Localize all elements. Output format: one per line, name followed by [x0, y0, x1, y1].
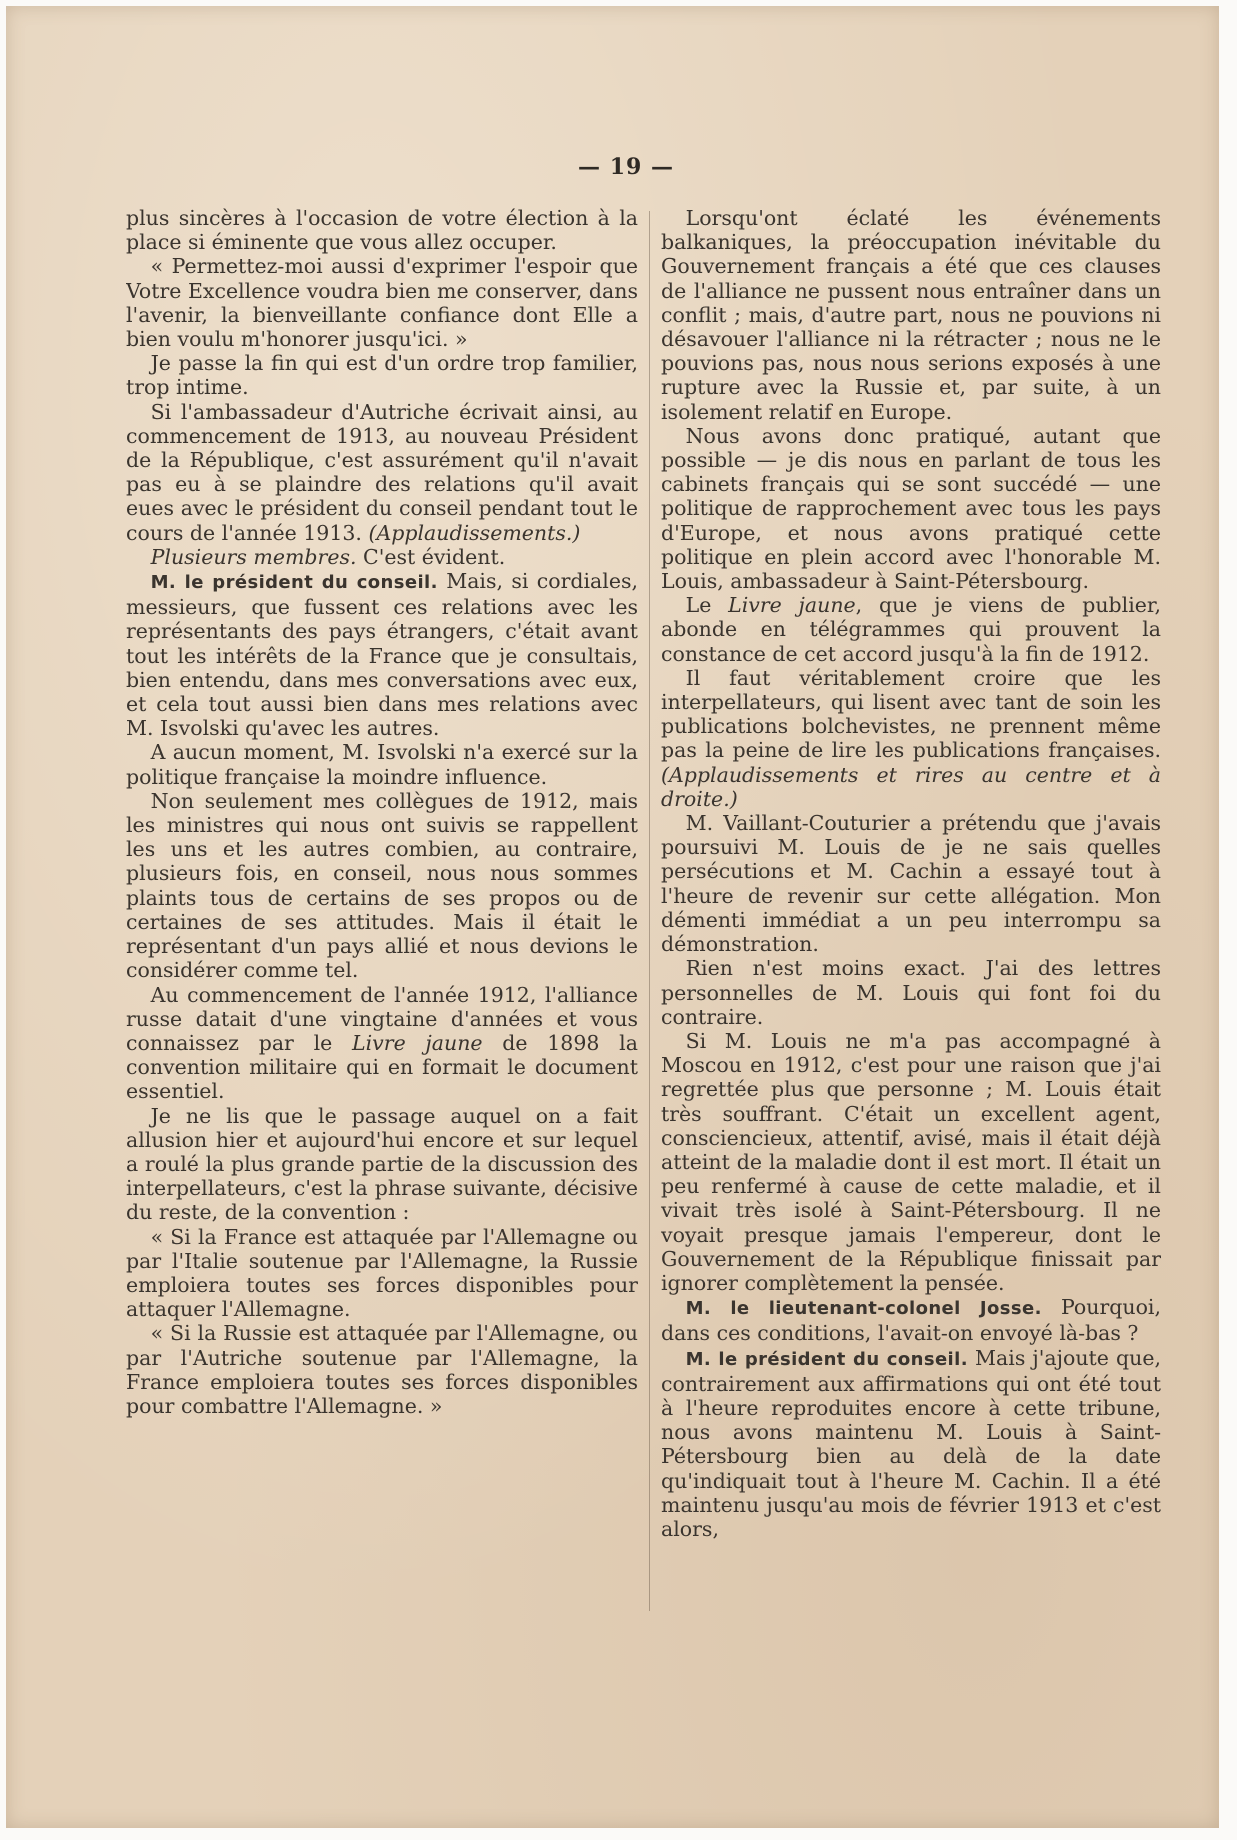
- speaker-paragraph: [126, 569, 638, 740]
- paragraph: « Permettez-moi aussi d'exprimer l'espoir que Votre Excellence voudra bien me conserver, dans l'avenir, la bienveillante confiance dont Elle a bien voulu m'honorer jusqu'ici. »: [126, 254, 638, 352]
- paragraph: Je passe la fin qui est d'un ordre trop familier, trop intime.: [126, 351, 638, 400]
- paragraph: plus sincères à l'occasion de votre élection à la place si éminente que vous allez occuper.: [126, 206, 638, 255]
- applause-note: (Applaudissements.): [368, 520, 581, 545]
- speaker-paragraph: [126, 545, 638, 569]
- paragraph: Non seulement mes collègues de 1912, mais les ministres qui nous ont suivis se rappellent les uns et les autres combien, au contraire, plusieurs fois, en conseil, nous nous sommes plaints tous de certains de ses propos ou de certaines de ses attitudes. Mais il était le représentant d'un pays allié et nous devions le considérer comme tel.: [126, 788, 638, 983]
- applause-note: (Applaudissements et rires au centre et à droite.): [661, 762, 1161, 811]
- speech-text: Mais j'ajoute que, contrairement aux affirmations qui ont été tout à l'heure reproduites encore à cette tribune, nous avons maintenu M. Louis à Saint-Pétersbourg bien au delà de la date qu'indiquait tout à l'heure M. Cachin. Il a été maintenu jusqu'au mois de février 1913 et c'est alors,: [661, 1345, 1161, 1541]
- paragraph: [126, 400, 638, 545]
- paragraph-text: Si l'ambassadeur d'Autriche écrivait ainsi, au commencement de 1913, au nouveau Président de la République, c'est assurément qu'il n'avait pas eu à se plaindre des relations qu'il avait eues avec le président du conseil pendant tout le cours de l'année 1913.: [126, 399, 638, 545]
- speech-text: Pourquoi, dans ces conditions, l'avait-on envoyé là-bas ?: [661, 1295, 1161, 1346]
- left-column: [126, 206, 638, 1656]
- speaker-name: M. le lieutenant-colonel Josse.: [685, 1298, 1042, 1320]
- paragraph: M. Vaillant-Couturier a prétendu que j'avais poursuivi M. Louis de je ne sais quelles persécutions et M. Cachin a essayé tout à l'heure de revenir sur cette allégation. Mon démenti immédiat a un peu interrompu sa démonstration.: [661, 811, 1161, 957]
- right-column: [661, 206, 1161, 1656]
- paragraph-text: , que je viens de publier, abonde en télégrammes qui prouvent la constance de cet accord jusqu'à la fin de 1912.: [661, 593, 1161, 666]
- paragraph-text: Il faut véritablement croire que les interpellateurs, qui lisent avec tant de soin les publications bolchevistes, ne prennent même pas la peine de lire les publications françaises.: [661, 665, 1161, 763]
- paragraph: Si M. Louis ne m'a pas accompagné à Moscou en 1912, c'est pour une raison que j'ai regrettée plus que personne ; M. Louis était très souffrant. C'était un excellent agent, consciencieux, attentif, avisé, mais il était déjà atteint de la maladie dont il est mort. Il était un peu renfermé à cause de cette maladie, et il vivait très isolé à Saint-Pétersbourg. Il ne voyait presque jamais l'empereur, dont le Gouvernement de la République finissait par ignorer complètement la pensée.: [661, 1028, 1161, 1295]
- speaker-name: M. le président du conseil.: [150, 572, 438, 594]
- book-title: Livre jaune: [728, 593, 856, 618]
- quotation: « Si la France est attaquée par l'Allemagne ou par l'Italie soutenue par l'Allemagne, la Russie emploiera toutes ses forces disponibles pour attaquer l'Allemagne.: [126, 1224, 638, 1322]
- paragraph: Lorsqu'ont éclaté les événements balkaniques, la préoccupation inévitable du Gouvernement français a été que ces clauses de l'alliance ne pussent nous entraîner dans un conflit ; mais, d'autre part, nous ne pouvions ni désavouer l'alliance ni la rétracter ; nous ne le pouvions pas, nous nous serions exposés à une rupture avec la Russie et, par suite, à un isolement relatif en Europe.: [661, 206, 1161, 424]
- speaker-name: Plusieurs membres.: [150, 544, 357, 569]
- paragraph: Nous avons donc pratiqué, autant que possible — je dis nous en parlant de tous les cabinets français qui se sont succédé — une politique de rapprochement avec tous les pays d'Europe, et nous avons pratiqué cette politique en plein accord avec l'honorable M. Louis, ambassadeur à Saint-Pétersbourg.: [661, 423, 1161, 594]
- paper-sheet: [6, 6, 1219, 1828]
- paragraph-text: de 1898 la convention militaire qui en formait le document essentiel.: [126, 1030, 638, 1104]
- speaker-paragraph: [661, 1295, 1161, 1345]
- paragraph: A aucun moment, M. Isvolski n'a exercé sur la politique française la moindre influence.: [126, 740, 638, 789]
- paragraph: [126, 983, 638, 1104]
- quotation: « Si la Russie est attaquée par l'Allemagne, ou par l'Autriche soutenue par l'Allemagne, la France emploiera toutes ses forces disponibles pour combattre l'Allemagne. »: [126, 1321, 638, 1418]
- speaker-name: M. le président du conseil.: [685, 1348, 968, 1370]
- paragraph: [661, 666, 1161, 811]
- paragraph: [661, 593, 1161, 666]
- speech-text: C'est évident.: [363, 544, 506, 569]
- column-divider: [649, 211, 650, 1611]
- speaker-paragraph: [661, 1346, 1161, 1542]
- speech-text: Mais, si cordiales, messieurs, que fussent ces relations avec les représentants des pays étrangers, c'était avant tout les intérêts de la France que je consultais, bien entendu, dans mes conversations avec eux, et cela tout aussi bien dans mes relations avec M. Isvolski qu'avec les autres.: [126, 569, 638, 741]
- page-number: — 19 —: [578, 154, 674, 180]
- paragraph-text: Au commencement de l'année 1912, l'alliance russe datait d'une vingtaine d'années et vous connaissez par le: [126, 982, 638, 1055]
- paragraph: Rien n'est moins exact. J'ai des lettres personnelles de M. Louis qui font foi du contraire.: [661, 956, 1161, 1029]
- book-title: Livre jaune: [352, 1030, 483, 1055]
- paragraph-text: Le: [685, 593, 712, 618]
- paragraph: Je ne lis que le passage auquel on a fait allusion hier et aujourd'hui encore et sur lequel a roulé la plus grande partie de la discussion des interpellateurs, c'est la phrase suivante, décisive du reste, de la convention :: [126, 1103, 638, 1225]
